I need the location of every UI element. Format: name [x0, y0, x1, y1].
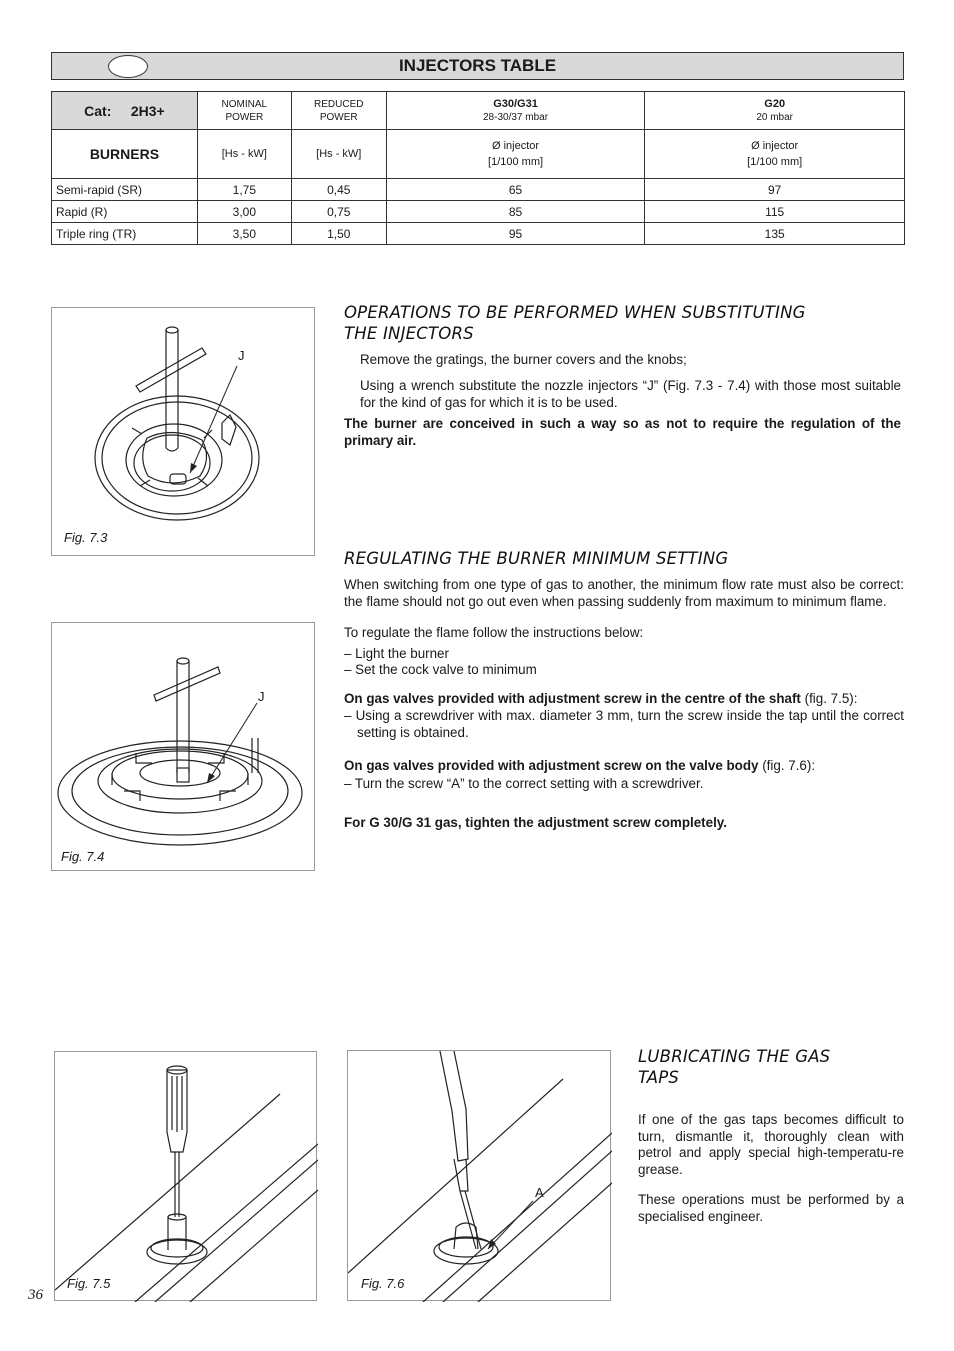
section-minimum-intro2: To regulate the flame follow the instructions below: — [344, 625, 644, 640]
triple-ring-burner-drawing — [52, 623, 316, 872]
table-title: INJECTORS TABLE — [398, 56, 557, 75]
figure-7-3 — [51, 307, 315, 556]
section-lubricating-p1: If one of the gas taps becomes difficult to turn, dismantle it, thoroughly clean with petrol and apply special high-temperatu-re grease. — [638, 1112, 904, 1177]
screwdriver-shaft-drawing — [55, 1052, 318, 1302]
section-lubricating-heading: LUBRICATING THE GAS TAPS — [638, 1047, 831, 1087]
figure-7-4 — [51, 622, 315, 871]
reduced-unit: [Hs - kW] — [291, 130, 386, 179]
figure-7-6 — [347, 1050, 611, 1301]
table-units-row — [52, 130, 905, 179]
section-minimum-step2: – Set the cock valve to minimum — [344, 662, 537, 677]
section-injectors-p2: Using a wrench substitute the nozzle injectors “J” (Fig. 7.3 - 7.4) with those most suitable for the kind of gas for which it is to be used. — [360, 378, 901, 410]
injectors-table — [51, 91, 905, 245]
section-minimum-body-title: On gas valves provided with adjustment screw on the valve body (fig. 7.6): — [344, 758, 816, 773]
nominal-unit: [Hs - kW] — [197, 130, 291, 179]
screwdriver-valve-body-drawing — [348, 1051, 612, 1302]
section-lubricating-p2: These operations must be performed by a specialised engineer. — [638, 1192, 904, 1224]
section-minimum-g30-note: For G 30/G 31 gas, tighten the adjustment screw completely. — [344, 815, 727, 830]
burner-wrench-drawing — [52, 308, 316, 557]
section-minimum-shaft-title: On gas valves provided with adjustment screw in the centre of the shaft (fig. 7.5): — [344, 691, 858, 706]
table-title-bar — [51, 52, 904, 80]
section-injectors-heading: OPERATIONS TO BE PERFORMED WHEN SUBSTITUTING THE INJECTORS — [344, 303, 806, 343]
cat-value: 2H3+ — [130, 102, 165, 119]
section-injectors-note: The burner are conceived in such a way so as not to require the regulation of the primary air. — [344, 416, 901, 448]
section-minimum-body-step: – Turn the screw “A” to the correct setting with a screwdriver. — [344, 776, 704, 791]
cat-cell — [52, 92, 198, 130]
fig-7-5-caption: Fig. 7.5 — [67, 1276, 111, 1291]
gas2-header: G20 20 mbar — [645, 92, 905, 130]
fig-7-3-label: J — [238, 348, 245, 363]
fig-7-4-label: J — [258, 689, 265, 704]
section-minimum-heading: REGULATING THE BURNER MINIMUM SETTING — [344, 549, 729, 568]
nominal-power-header: NOMINAL POWER — [197, 92, 291, 130]
fig-7-4-caption: Fig. 7.4 — [61, 849, 105, 864]
figure-7-5 — [54, 1051, 317, 1301]
burners-label: BURNERS — [52, 130, 198, 179]
fig-7-3-caption: Fig. 7.3 — [64, 530, 108, 545]
section-minimum-step1: – Light the burner — [344, 646, 449, 661]
reduced-power-header: REDUCED POWER — [291, 92, 386, 130]
gas1-header: G30/G31 28-30/37 mbar — [386, 92, 645, 130]
section-minimum-shaft-step: – Using a screwdriver with max. diameter 3 mm, turn the screw inside the tap until the correct setting is obtained. — [344, 708, 904, 740]
table-row: Semi-rapid (SR) 1,75 0,45 65 97 — [52, 179, 905, 201]
page-number: 36 — [28, 1287, 43, 1303]
gas2-injector-unit: Ø injector [1/100 mm] — [645, 130, 905, 179]
table-header-row — [52, 92, 905, 130]
section-minimum-intro: When switching from one type of gas to another, the minimum flow rate must also be correct: the flame should not go out even when passing suddenly from maximum to minimum flame. — [344, 577, 904, 609]
table-row: Triple ring (TR) 3,50 1,50 95 135 — [52, 223, 905, 245]
section-injectors-p1: Remove the gratings, the burner covers and the knobs; — [360, 352, 687, 367]
table-row: Rapid (R) 3,00 0,75 85 115 — [52, 201, 905, 223]
cat-label: Cat: — [84, 102, 112, 119]
fig-7-6-label: A — [535, 1185, 544, 1200]
gas1-injector-unit: Ø injector [1/100 mm] — [386, 130, 645, 179]
fig-7-6-caption: Fig. 7.6 — [361, 1276, 405, 1291]
